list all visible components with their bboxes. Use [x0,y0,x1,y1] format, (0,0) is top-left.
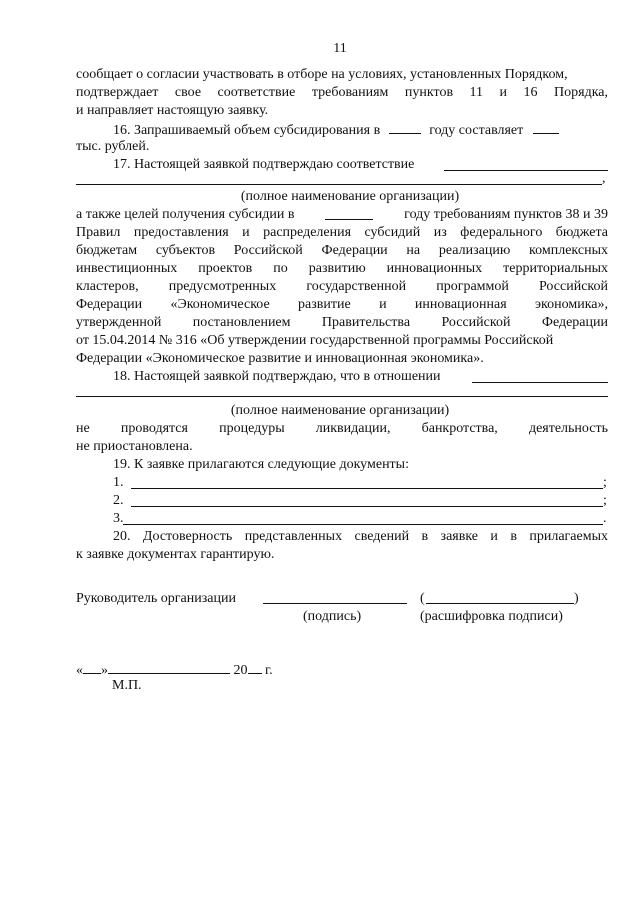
document-2-field[interactable] [131,506,603,507]
document-1-field[interactable] [131,488,603,489]
item-16-text-b: году составляет [429,123,524,138]
item-17-line-9: Федерации «Экономическое развитие и инновационная экономика». [76,351,484,366]
item-17-line-8: от 15.04.2014 № 316 «Об утверждении государственной программы Российской [76,333,554,348]
document-2-number: 2. [113,493,124,508]
stamp-label: М.П. [112,678,142,693]
item-18-line-2: не приостановлена. [76,439,193,454]
item-17-org-caption: (полное наименование организации) [240,189,460,204]
item-19-text: 19. К заявке прилагаются следующие документы: [113,457,409,472]
document-1-number: 1. [113,475,124,490]
signature-caption: (подпись) [303,609,362,624]
item-17-org-field[interactable] [76,184,602,185]
item-18-line-1: не проводятся процедуры ликвидации, банкротства, деятельность [76,421,608,436]
item-16-line-2: тыс. рублей. [76,139,150,154]
item-17-line-3: бюджетам субъектов Российской Федерации на реализацию комплексных [76,243,608,258]
item-17-line-5: кластеров, предусмотренных государственной программой Российской [76,279,608,294]
item-17-comma: , [602,171,606,186]
item-17-l1b: году требованиям пунктов 38 и 39 [404,207,608,222]
intro-line-3: и направляет настоящую заявку. [76,103,269,118]
intro-line-1: сообщает о согласии участвовать в отборе на условиях, установленных Порядком, [76,67,568,82]
signature-decode-field[interactable] [426,603,574,604]
item-18-text: 18. Настоящей заявкой подтверждаю, что в отношении [113,369,441,384]
intro-line-2: подтверждает свое соответствие требованиям пунктов 11 и 16 Порядка, [76,85,608,100]
item-17-line-7: утвержденной постановлением Правительства Российской Федерации [76,315,608,330]
date-year-field[interactable] [248,660,262,674]
signature-field[interactable] [263,603,407,604]
document-3-field[interactable] [123,524,603,525]
item-18-org-field[interactable] [76,396,608,397]
item-18-org-field-top[interactable] [472,382,608,383]
decode-open-paren: ( [420,591,425,606]
item-17-line-1 [76,206,608,223]
head-label: Руководитель организации [76,591,236,606]
date-open-quote: « [76,663,83,678]
date-day-field[interactable] [83,660,101,674]
item-17-line-2: Правил предоставления и распределения субсидий из федерального бюджета [76,225,608,240]
item-17-org-field-top[interactable] [444,170,608,171]
item-17-text: 17. Настоящей заявкой подтверждаю соответствие [113,157,415,172]
item-17-l1a: а также целей получения субсидии в [76,207,295,222]
signature-decode-caption: (расшифровка подписи) [420,609,563,624]
document-1-end: ; [603,475,607,490]
item-17-line-4: инвестиционных проектов по развитию инновационных территориальных [76,261,608,276]
date-line [76,660,273,679]
item-18-org-caption: (полное наименование организации) [230,403,450,418]
item-20-line-2: к заявке документах гарантирую. [76,547,275,562]
item-20-line-1: 20. Достоверность представленных сведений в заявке и в прилагаемых [113,529,608,544]
goal-year-field[interactable] [325,206,373,220]
item-16-text-a: 16. Запрашиваемый объем субсидирования в [113,123,381,138]
subsidy-year-field[interactable] [389,120,421,134]
date-year-suffix: г. [265,663,273,678]
document-2-end: ; [603,493,607,508]
item-17-line [113,156,414,173]
date-close-quote: » [101,663,108,678]
document-3-number: 3. [113,511,124,526]
decode-close-paren: ) [574,591,579,606]
item-17-line-6: Федерации «Экономическое развитие и инновационная экономика», [76,297,608,312]
item-16-line [113,120,559,139]
subsidy-amount-field[interactable] [533,120,559,134]
date-month-field[interactable] [108,660,230,674]
document-3-end: . [603,511,607,526]
date-year-prefix: 20 [233,663,248,678]
page-number: 11 [333,41,347,56]
